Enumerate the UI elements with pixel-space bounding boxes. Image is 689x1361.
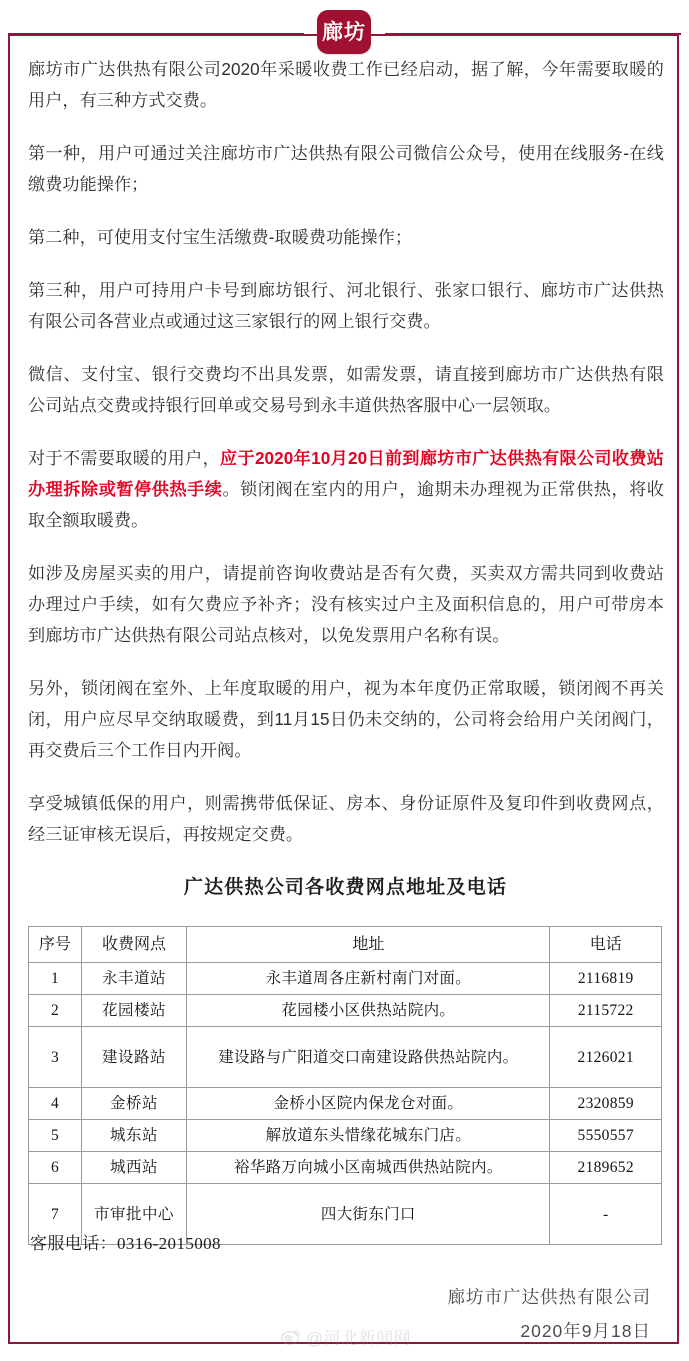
paragraph-invoice-notice: 微信、支付宝、银行交费均不出具发票，如需发票，请直接到廊坊市广达供热有限公司站点交费或持银行回单或交易号到永丰道供热客服中心一层领取。 xyxy=(28,365,664,415)
region-badge xyxy=(317,10,371,54)
cell-site: 永丰道站 xyxy=(81,963,187,995)
cell-address: 永丰道周各庄新村南门对面。 xyxy=(187,963,550,995)
table-row xyxy=(29,1088,662,1120)
cell-index: 1 xyxy=(29,963,82,995)
column-header-index: 序号 xyxy=(29,927,82,963)
watermark-label: @河北新闻网 xyxy=(305,1329,412,1348)
cell-phone: 2116819 xyxy=(550,963,662,995)
customer-service-phone: 客服电话：0316-2015008 xyxy=(30,1234,221,1253)
cell-address: 建设路与广阳道交口南建设路供热站院内。 xyxy=(187,1027,550,1088)
cell-site: 花园楼站 xyxy=(81,995,187,1027)
cell-phone: 2189652 xyxy=(550,1152,662,1184)
cell-address: 花园楼小区供热站院内。 xyxy=(187,995,550,1027)
cell-index: 2 xyxy=(29,995,82,1027)
cell-phone: 5550557 xyxy=(550,1120,662,1152)
cell-index: 5 xyxy=(29,1120,82,1152)
suspension-deadline-emphasis: 应于2020年10月20日前到廊坊市广达供热有限公司收费站办理拆除或暂停供热手续 xyxy=(28,449,664,499)
document-frame xyxy=(8,34,679,1348)
stations-table-title: 广达供热公司各收费网点地址及电话 xyxy=(183,877,508,898)
announcement-body xyxy=(28,54,664,850)
signature-company: 廊坊市广达供热有限公司 xyxy=(447,1287,651,1307)
cell-phone: 2320859 xyxy=(550,1088,662,1120)
cell-index: 7 xyxy=(29,1184,82,1245)
table-row xyxy=(29,995,662,1027)
paragraph-method-two: 第二种，可使用支付宝生活缴费-取暖费功能操作； xyxy=(28,228,413,247)
paragraph-property-transfer: 如涉及房屋买卖的用户，请提前咨询收费站是否有欠费，买卖双方需共同到收费站办理过户手续，如有欠费应予补齐；没有核实过户主及面积信息的，用户可带房本到廊坊市广达供热有限公司站点核对，以免发票用户名称有误。 xyxy=(28,564,664,645)
table-row xyxy=(29,1152,662,1184)
paragraph-low-income: 享受城镇低保的用户，则需携带低保证、房本、身份证原件及复印件到收费网点，经三证审核无误后，再按规定交费。 xyxy=(28,794,664,844)
cell-address: 四大街东门口 xyxy=(187,1184,550,1245)
table-row xyxy=(29,963,662,995)
cell-site: 市审批中心 xyxy=(81,1184,187,1245)
cell-phone: 2126021 xyxy=(550,1027,662,1088)
paragraph-method-three: 第三种，用户可持用户卡号到廊坊银行、河北银行、张家口银行、廊坊市广达供热有限公司各营业点或通过这三家银行的网上银行交费。 xyxy=(28,281,664,331)
cell-site: 城西站 xyxy=(81,1152,187,1184)
stations-table xyxy=(28,926,662,1245)
paragraph-intro: 廊坊市广达供热有限公司2020年采暖收费工作已经启动，据了解，今年需要取暖的用户，有三种方式交费。 xyxy=(28,60,664,110)
column-header-address: 地址 xyxy=(187,927,550,963)
paragraph-method-one: 第一种，用户可通过关注廊坊市广达供热有限公司微信公众号，使用在线服务-在线缴费功能操作； xyxy=(28,144,664,194)
cell-index: 4 xyxy=(29,1088,82,1120)
cell-phone: - xyxy=(550,1184,662,1245)
cell-index: 3 xyxy=(29,1027,82,1088)
cell-address: 解放道东头惜缘花城东门店。 xyxy=(187,1120,550,1152)
table-header-row xyxy=(29,927,662,963)
cell-address: 裕华路万向城小区南城西供热站院内。 xyxy=(187,1152,550,1184)
suspension-text-before: 对于不需要取暖的用户， xyxy=(28,449,221,468)
signature-date: 2020年9月18日 xyxy=(520,1321,651,1341)
cell-index: 6 xyxy=(29,1152,82,1184)
region-badge-label: 廊坊 xyxy=(322,19,366,44)
cell-phone: 2115722 xyxy=(550,995,662,1027)
column-header-site: 收费网点 xyxy=(81,927,187,963)
cell-site: 城东站 xyxy=(81,1120,187,1152)
suspension-text-after: 。锁闭阀在室内的用户，逾期未办理视为正常供热，将收取全额取暖费。 xyxy=(28,480,664,530)
table-row xyxy=(29,1027,662,1088)
table-row xyxy=(29,1120,662,1152)
paragraph-suspension-notice xyxy=(28,443,664,536)
signature-block xyxy=(448,1280,652,1348)
cell-site: 建设路站 xyxy=(81,1027,187,1088)
column-header-phone: 电话 xyxy=(550,927,662,963)
weibo-icon xyxy=(280,1328,302,1346)
cell-site: 金桥站 xyxy=(81,1088,187,1120)
cell-address: 金桥小区院内保龙仓对面。 xyxy=(187,1088,550,1120)
paragraph-outdoor-valve: 另外，锁闭阀在室外、上年度取暖的用户，视为本年度仍正常取暖，锁闭阀不再关闭，用户应尽早交纳取暖费，到11月15日仍未交纳的，公司将会给用户关闭阀门，再交费后三个工作日内开阀。 xyxy=(28,679,664,760)
